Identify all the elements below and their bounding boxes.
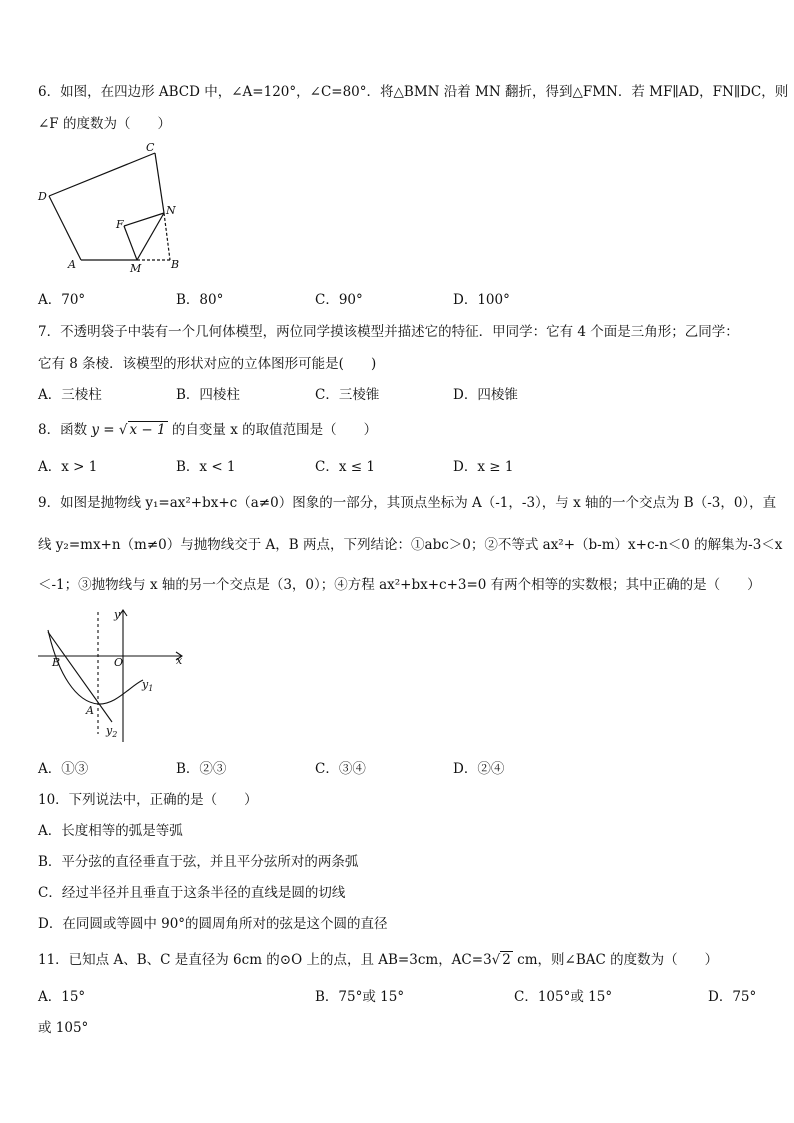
- q6-label-b: B: [171, 258, 180, 271]
- q8-radicand: x − 1: [129, 422, 166, 438]
- q9-label-b: B: [52, 656, 61, 669]
- q6-option-c[interactable]: C．90°: [315, 292, 363, 308]
- q9-option-b[interactable]: B．②③: [176, 761, 227, 777]
- q6-figure: [34, 140, 194, 280]
- q11-option-c[interactable]: C．105°或 15°: [514, 989, 613, 1005]
- q10-option-b[interactable]: B．平分弦的直径垂直于弦，并且平分弦所对的两条弧: [38, 854, 359, 870]
- q6-option-b[interactable]: B．80°: [176, 292, 224, 308]
- q11-stem-prefix: 11．已知点 A、B、C 是直径为 6cm 的⊙O 上的点，且 AB=3cm，AC=3: [38, 952, 492, 968]
- q10-stem: 10．下列说法中，正确的是（ ）: [38, 792, 258, 808]
- q9-parabola-y1: [48, 630, 143, 704]
- q9-line-y2: [48, 632, 112, 722]
- q6-edge-nb-dashed: [164, 213, 170, 260]
- q8-stem-suffix: 的自变量 x 的取值范围是（ ）: [171, 422, 378, 438]
- q11-stem: [38, 950, 718, 970]
- q9-option-a[interactable]: A．①③: [38, 761, 89, 777]
- q10-option-a[interactable]: A．长度相等的弧是等弧: [38, 823, 183, 839]
- q11-option-d-continued: 或 105°: [38, 1020, 89, 1036]
- q9-label-a: A: [86, 704, 94, 717]
- q9-stem-line3: ＜-1；③抛物线与 x 轴的另一个交点是（3，0）；④方程 ax²+bx+c+3=0 有两个相等的实数根；其中正确的是（ ）: [38, 577, 761, 593]
- q7-stem-line1: 7．不透明袋子中装有一个几何体模型，两位同学摸该模型并描述它的特征．甲同学：它有 4 个面是三角形；乙同学：: [38, 324, 739, 340]
- q8-option-d[interactable]: D．x ≥ 1: [453, 459, 514, 475]
- q8-option-b[interactable]: B．x < 1: [176, 459, 236, 475]
- q6-edge-cn: [155, 153, 164, 213]
- q11-option-a[interactable]: A．15°: [38, 989, 86, 1005]
- q6-edge-da: [49, 196, 81, 260]
- q9-option-c[interactable]: C．③④: [315, 761, 366, 777]
- q6-stem-line2: ∠F 的度数为（ ）: [38, 116, 171, 132]
- q9-label-o: O: [114, 656, 124, 669]
- q9-label-x: x: [176, 654, 183, 667]
- q8-option-c[interactable]: C．x ≤ 1: [315, 459, 375, 475]
- q7-option-a[interactable]: A．三棱柱: [38, 387, 102, 403]
- q10-option-d[interactable]: D．在同圆或等圆中 90°的圆周角所对的弦是这个圆的直径: [38, 916, 388, 932]
- q7-stem-line2: 它有 8 条棱．该模型的形状对应的立体图形可能是( ): [38, 356, 377, 372]
- q7-option-b[interactable]: B．四棱柱: [176, 387, 240, 403]
- q11-sqrt: √ 2: [491, 952, 511, 968]
- q9-label-y1: $y_1$: [142, 678, 154, 693]
- q6-option-d[interactable]: D．100°: [453, 292, 510, 308]
- q6-edge-dc: [49, 153, 155, 196]
- q6-label-m: M: [130, 262, 142, 275]
- q8-func-y: y =: [91, 422, 115, 438]
- q11-option-d[interactable]: D．75°: [708, 989, 757, 1005]
- q8-stem: [38, 420, 377, 440]
- q6-label-f: F: [116, 218, 124, 231]
- q6-stem-line1: 6．如图，在四边形 ABCD 中，∠A=120°，∠C=80°．将△BMN 沿着 MN 翻折，得到△FMN．若 MF∥AD，FN∥DC，则: [38, 84, 789, 100]
- q6-label-c: C: [146, 141, 155, 154]
- q11-radicand: 2: [502, 952, 511, 968]
- q6-label-a: A: [68, 258, 76, 271]
- q9-figure: [34, 604, 194, 750]
- q6-label-d: D: [38, 190, 47, 203]
- q9-option-d[interactable]: D．②④: [453, 761, 505, 777]
- q9-label-y2: $y_2$: [106, 724, 118, 739]
- q9-stem-line1: 9．如图是抛物线 y₁=ax²+bx+c（a≠0）图象的一部分，其顶点坐标为 A（-1，-3），与 x 轴的一个交点为 B（-3，0），直: [38, 495, 777, 511]
- q9-label-y: y: [114, 608, 121, 621]
- q10-option-c[interactable]: C．经过半径并且垂直于这条半径的直线是圆的切线: [38, 885, 346, 901]
- q9-stem-line2: 线 y₂=mx+n（m≠0）与抛物线交于 A，B 两点，下列结论：①abc＞0；②不等式 ax²+（b-m）x+c-n＜0 的解集为-3＜x: [38, 537, 783, 553]
- q6-option-a[interactable]: A．70°: [38, 292, 86, 308]
- q8-option-a[interactable]: A．x > 1: [38, 459, 98, 475]
- q8-sqrt: √ x − 1: [118, 422, 166, 438]
- q11-stem-suffix: cm，则∠BAC 的度数为（ ）: [512, 952, 719, 968]
- q11-option-b[interactable]: B．75°或 15°: [315, 989, 405, 1005]
- q7-option-d[interactable]: D．四棱锥: [453, 387, 518, 403]
- q6-label-n: N: [166, 204, 176, 217]
- q8-stem-prefix: 8．函数: [38, 422, 88, 438]
- q6-edge-fm: [124, 226, 137, 260]
- q7-option-c[interactable]: C．三棱锥: [315, 387, 380, 403]
